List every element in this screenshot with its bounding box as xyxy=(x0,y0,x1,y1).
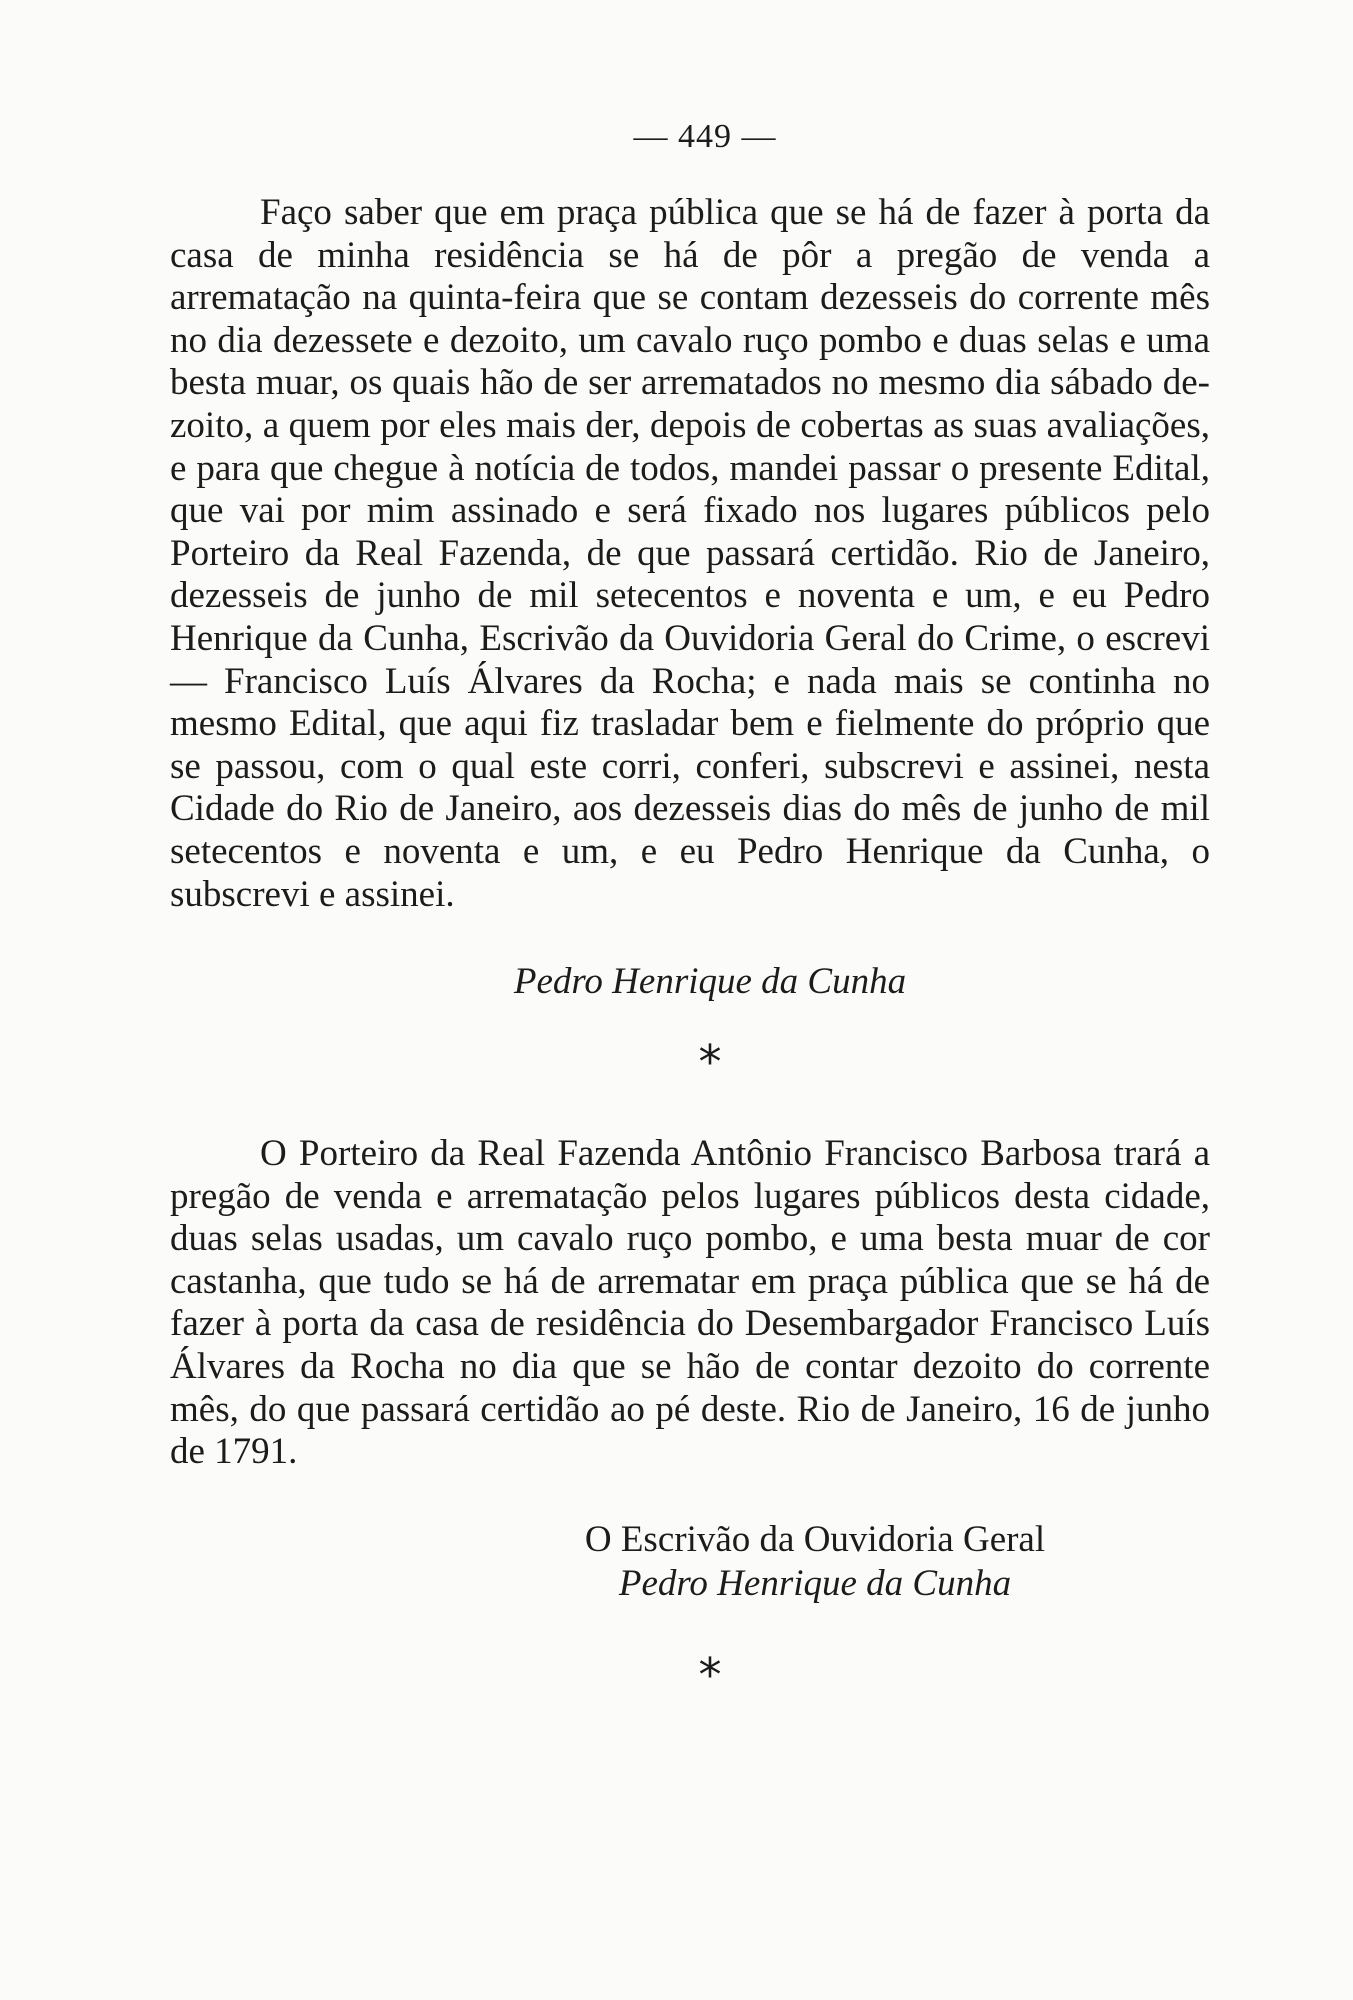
section-separator: * xyxy=(698,1035,722,1090)
page-number: — 449 — xyxy=(633,118,777,155)
section-separator-end: * xyxy=(698,1647,722,1702)
signature-name: Pedro Henrique da Cunha xyxy=(618,1562,1012,1604)
document-page xyxy=(170,100,1210,1960)
porteiro-paragraph: O Porteiro da Real Fazenda Antônio Francisco Barbosa trará a pregão de venda e arrematação pelos lugares públicos desta cidade, duas selas usadas, um cavalo ruço pombo, e uma besta muar de cor castanha, que tudo se há de arrematar em praça pública que se há de fazer à porta da casa de residência do Desembargador Francisco Luís Álvares da Rocha no dia que se hão de contar dezoito do corrente mês, do que passará certidão ao pé deste. Rio de Janeiro, 16 de junho de 1791. xyxy=(170,1133,1210,1473)
signature-block xyxy=(170,1518,1210,1606)
edital-paragraph: Faço saber que em praça pública que se há de fazer à porta da casa de minha residência se há de pôr a pregão de venda a arrematação na quinta-feira que se contam dezesseis do corrente mês no dia dezessete e dezoito, um cavalo ruço pombo e duas selas e uma besta muar, os quais hão de ser arrematados no mesmo dia sábado dezoito, a quem por eles mais der, depois de cobertas as suas avaliações, e para que chegue à notícia de todos, mandei passar o presente Edital, que vai por mim assinado e será fixado nos lugares públicos pelo Porteiro da Real Fazenda, de que passará certidão. Rio de Janeiro, dezesseis de junho de mil setecentos e noventa e um, e eu Pedro Henrique da Cunha, Escrivão da Ouvidoria Geral do Crime, o escrevi — Francisco Luís Álvares da Rocha; e nada mais se continha no mesmo Edital, que aqui fiz trasladar bem e fielmente do próprio que se passou, com o qual este corri, conferi, subscrevi e assinei, nesta Cidade do Rio de Janeiro, aos dezesseis dias do mês de junho de mil setecentos e noventa e um, e eu Pedro Henrique da Cunha, o subscrevi e assinei. xyxy=(170,192,1210,915)
signature-title: O Escrivão da Ouvidoria Geral xyxy=(584,1518,1046,1560)
signature-pedro-henrique: Pedro Henrique da Cunha xyxy=(513,961,907,1003)
